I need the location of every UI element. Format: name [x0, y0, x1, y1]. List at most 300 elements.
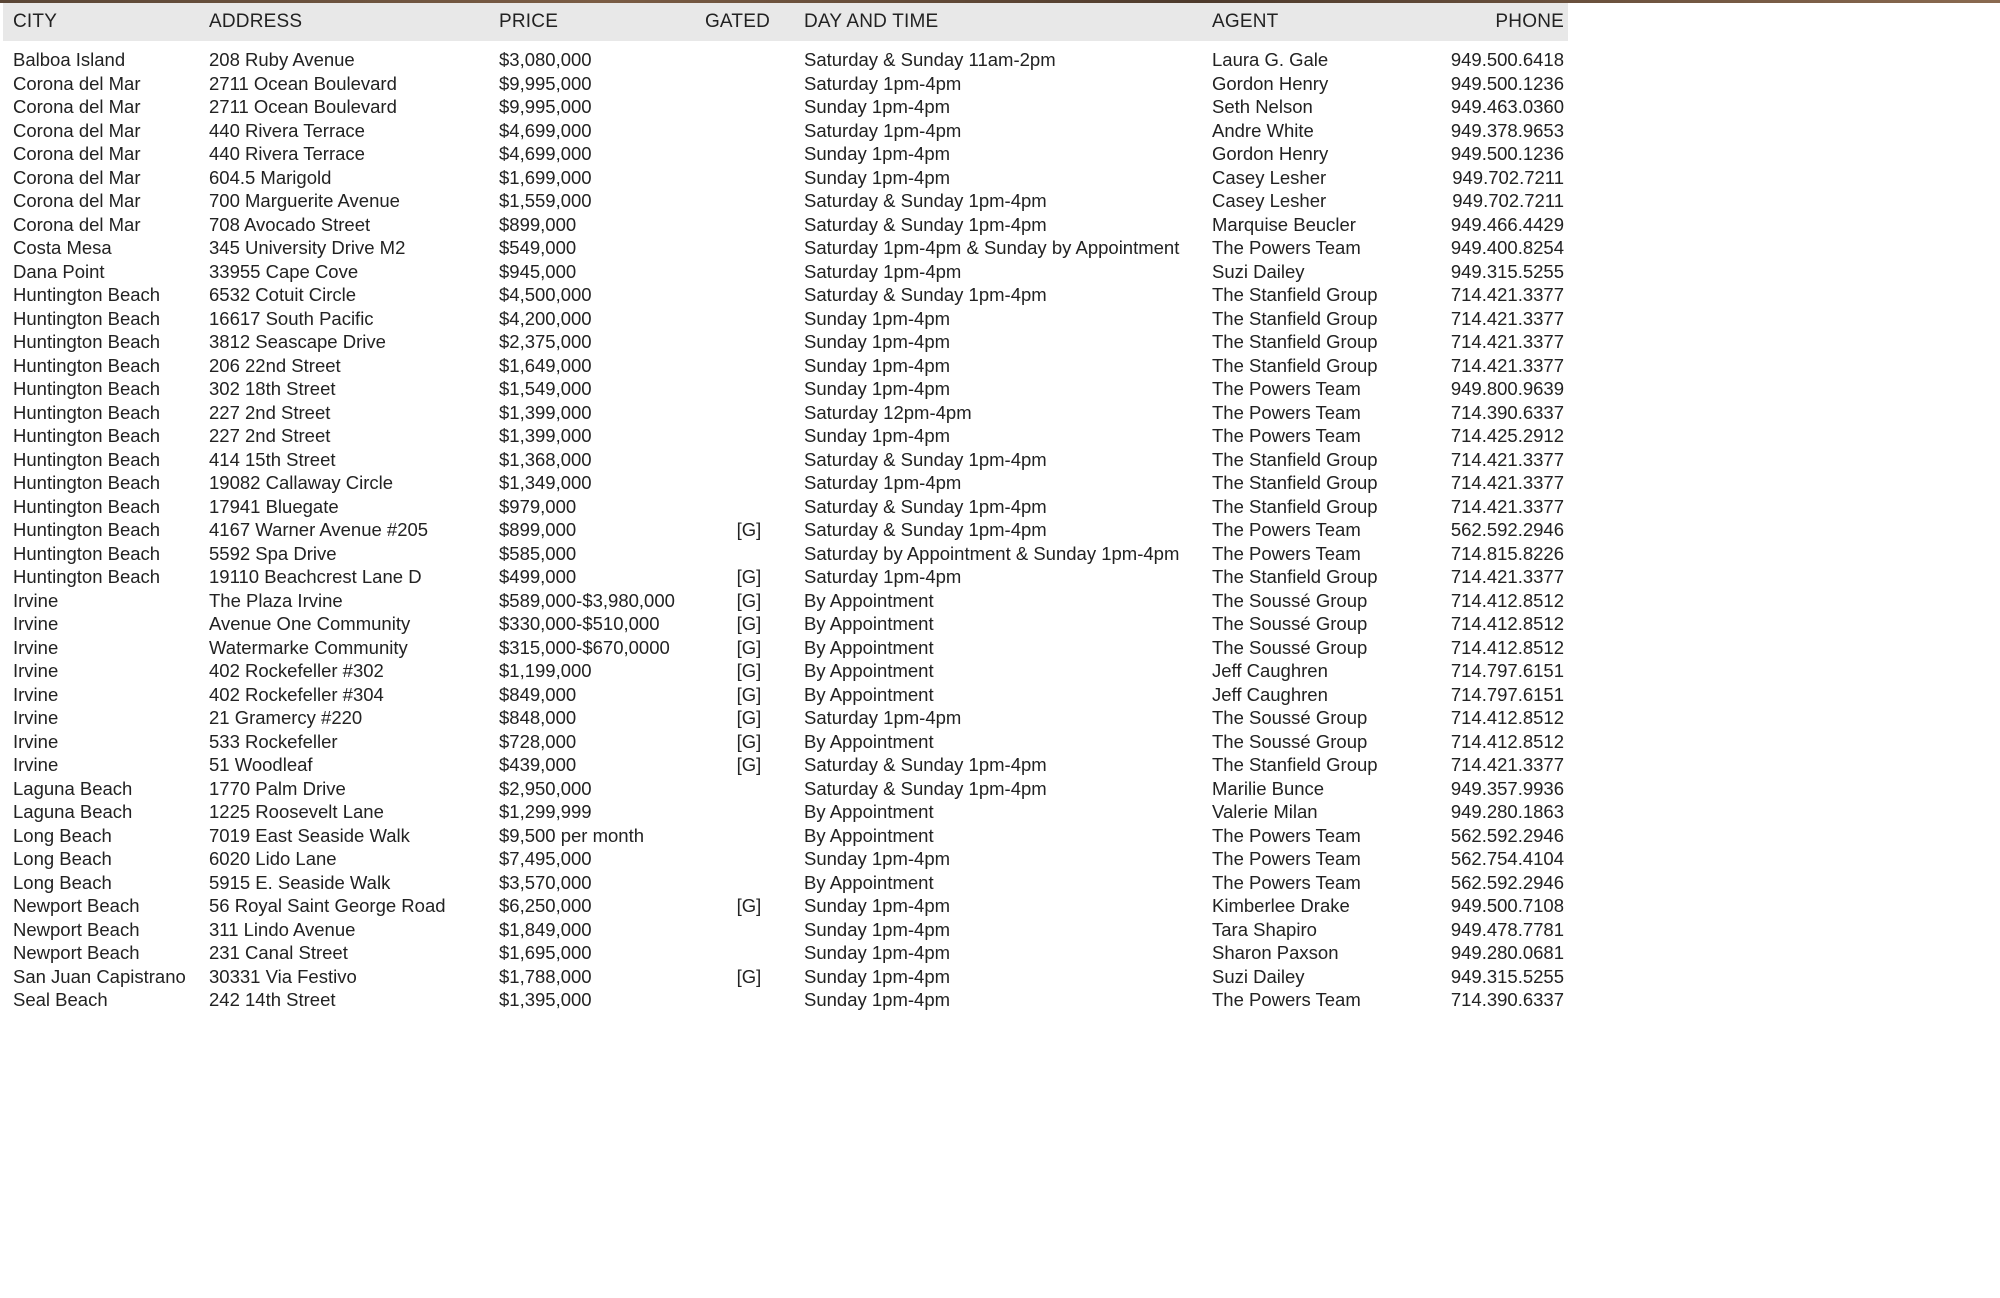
cell-day-and-time: Sunday 1pm-4pm — [804, 989, 951, 1010]
cell-address: Avenue One Community — [209, 613, 411, 634]
cell-phone: 949.315.5255 — [1450, 260, 1564, 282]
column-header-city[interactable]: CITY — [13, 11, 58, 32]
cell-city: Costa Mesa — [13, 237, 112, 258]
cell-agent: Gordon Henry — [1212, 143, 1329, 164]
cell-city: Corona del Mar — [13, 213, 141, 235]
cell-agent: Kimberlee Drake — [1212, 895, 1350, 916]
cell-city: Irvine — [13, 730, 59, 752]
cell-city: Huntington Beach — [13, 425, 161, 446]
cell-phone: 714.815.8226 — [1450, 542, 1564, 564]
cell-address: 2711 Ocean Boulevard — [209, 96, 397, 117]
cell-agent: The Stanfield Group — [1212, 495, 1378, 517]
cell-city: Irvine — [13, 613, 59, 634]
cell-phone: 714.421.3377 — [1450, 284, 1564, 305]
cell-address: 440 Rivera Terrace — [209, 119, 365, 141]
table-row — [3, 72, 1568, 96]
cell-gated — [694, 377, 794, 401]
cell-day-and-time: Sunday 1pm-4pm — [804, 307, 951, 329]
cell-phone: 949.478.7781 — [1450, 918, 1564, 940]
cell-gated: [G] — [736, 636, 762, 658]
cell-price: $7,495,000 — [499, 848, 592, 869]
cell-gated: [G] — [736, 707, 762, 728]
cell-address: 231 Canal Street — [209, 942, 348, 963]
cell-day-and-time: By Appointment — [804, 660, 934, 681]
cell-price: $4,699,000 — [499, 119, 592, 141]
cell-agent: Laura G. Gale — [1212, 49, 1329, 70]
table-row — [3, 495, 1568, 519]
cell-phone: 949.463.0360 — [1450, 96, 1564, 117]
cell-address: 414 15th Street — [209, 448, 336, 470]
cell-agent: The Soussé Group — [1212, 707, 1368, 728]
table-row — [3, 142, 1568, 166]
cell-day-and-time: Sunday 1pm-4pm — [804, 918, 951, 940]
cell-gated — [694, 800, 794, 824]
cell-phone: 714.797.6151 — [1450, 660, 1564, 681]
cell-price: $9,995,000 — [499, 96, 592, 117]
cell-day-and-time: Saturday & Sunday 1pm-4pm — [804, 190, 1047, 211]
cell-city: Laguna Beach — [13, 777, 133, 799]
cell-gated — [694, 307, 794, 331]
cell-city: Newport Beach — [13, 942, 140, 963]
cell-city: Huntington Beach — [13, 331, 161, 352]
cell-day-and-time: By Appointment — [804, 636, 934, 658]
cell-city: Long Beach — [13, 824, 112, 846]
cell-day-and-time: By Appointment — [804, 613, 934, 634]
cell-address: 206 22nd Street — [209, 354, 341, 376]
cell-city: Huntington Beach — [13, 519, 161, 540]
cell-gated: [G] — [736, 730, 762, 752]
cell-phone: 714.421.3377 — [1450, 354, 1564, 376]
cell-gated — [694, 142, 794, 166]
cell-address: 227 2nd Street — [209, 425, 331, 446]
cell-price: $9,995,000 — [499, 72, 592, 94]
cell-day-and-time: Sunday 1pm-4pm — [804, 143, 951, 164]
cell-address: 17941 Bluegate — [209, 495, 339, 517]
cell-gated: [G] — [736, 965, 762, 987]
cell-price: $499,000 — [499, 566, 577, 587]
cell-phone: 949.280.1863 — [1450, 801, 1564, 822]
cell-city: Huntington Beach — [13, 307, 161, 329]
table-row — [3, 659, 1568, 683]
cell-day-and-time: Sunday 1pm-4pm — [804, 378, 951, 399]
column-header-agent[interactable]: AGENT — [1212, 11, 1279, 32]
cell-price: $439,000 — [499, 754, 577, 775]
cell-address: 56 Royal Saint George Road — [209, 895, 446, 916]
cell-address: 7019 East Seaside Walk — [209, 824, 410, 846]
cell-price: $2,375,000 — [499, 331, 592, 352]
cell-day-and-time: Saturday 1pm-4pm — [804, 566, 962, 587]
cell-phone: 714.797.6151 — [1450, 683, 1564, 705]
table-row — [3, 377, 1568, 401]
cell-phone: 949.500.1236 — [1450, 143, 1564, 164]
table-row — [3, 213, 1568, 237]
cell-price: $4,200,000 — [499, 307, 592, 329]
cell-agent: The Powers Team — [1212, 237, 1361, 258]
cell-address: 440 Rivera Terrace — [209, 143, 365, 164]
cell-day-and-time: Saturday 1pm-4pm — [804, 707, 962, 728]
cell-agent: The Stanfield Group — [1212, 448, 1378, 470]
cell-gated — [694, 988, 794, 1012]
cell-phone: 714.421.3377 — [1450, 566, 1564, 587]
table-row — [3, 518, 1568, 542]
cell-phone: 714.390.6337 — [1450, 401, 1564, 423]
cell-phone: 714.412.8512 — [1450, 730, 1564, 752]
table-row — [3, 448, 1568, 472]
cell-price: $1,299,999 — [499, 801, 592, 822]
table-row — [3, 166, 1568, 190]
cell-city: Dana Point — [13, 260, 105, 282]
cell-phone: 949.400.8254 — [1450, 237, 1564, 258]
cell-agent: The Powers Team — [1212, 848, 1361, 869]
cell-day-and-time: By Appointment — [804, 730, 934, 752]
cell-day-and-time: Saturday & Sunday 1pm-4pm — [804, 754, 1047, 775]
cell-agent: Valerie Milan — [1212, 801, 1318, 822]
column-header-gated[interactable]: GATED — [704, 11, 770, 32]
cell-price: $728,000 — [499, 730, 577, 752]
cell-day-and-time: Saturday & Sunday 11am-2pm — [804, 49, 1056, 70]
cell-day-and-time: Saturday & Sunday 1pm-4pm — [804, 213, 1047, 235]
cell-city: Newport Beach — [13, 895, 140, 916]
cell-gated: [G] — [736, 683, 762, 705]
cell-address: 1770 Palm Drive — [209, 777, 346, 799]
cell-phone: 714.421.3377 — [1450, 331, 1564, 352]
cell-city: Huntington Beach — [13, 354, 161, 376]
cell-day-and-time: Saturday 1pm-4pm — [804, 72, 962, 94]
page-background — [0, 1018, 2000, 1298]
cell-gated — [694, 95, 794, 119]
cell-city: Huntington Beach — [13, 472, 161, 493]
cell-address: 21 Gramercy #220 — [209, 707, 363, 728]
cell-day-and-time: Sunday 1pm-4pm — [804, 425, 951, 446]
cell-price: $1,399,000 — [499, 425, 592, 446]
cell-city: Laguna Beach — [13, 801, 133, 822]
cell-address: 302 18th Street — [209, 378, 336, 399]
cell-city: Irvine — [13, 754, 59, 775]
cell-phone: 949.500.1236 — [1450, 72, 1564, 94]
cell-phone: 562.754.4104 — [1450, 848, 1564, 869]
cell-address: 19082 Callaway Circle — [209, 472, 394, 493]
cell-gated — [694, 119, 794, 143]
cell-city: Irvine — [13, 636, 59, 658]
table-row — [3, 354, 1568, 378]
cell-phone: 562.592.2946 — [1450, 519, 1564, 540]
column-header-address[interactable]: ADDRESS — [209, 11, 303, 32]
table-row — [3, 589, 1568, 613]
cell-price: $1,695,000 — [499, 942, 592, 963]
cell-price: $1,349,000 — [499, 472, 592, 493]
cell-phone: 949.280.0681 — [1450, 942, 1564, 963]
cell-agent: The Stanfield Group — [1212, 566, 1378, 587]
cell-day-and-time: Sunday 1pm-4pm — [804, 942, 951, 963]
cell-gated — [694, 213, 794, 237]
cell-agent: The Powers Team — [1212, 824, 1361, 846]
cell-agent: Jeff Caughren — [1212, 683, 1328, 705]
cell-address: 242 14th Street — [209, 989, 336, 1010]
cell-day-and-time: Sunday 1pm-4pm — [804, 166, 951, 188]
table-row — [3, 283, 1568, 307]
cell-city: San Juan Capistrano — [13, 965, 186, 987]
cell-price: $1,699,000 — [499, 166, 592, 188]
cell-agent: The Stanfield Group — [1212, 307, 1378, 329]
cell-gated: [G] — [736, 754, 762, 775]
table-row — [3, 800, 1568, 824]
cell-city: Corona del Mar — [13, 72, 141, 94]
cell-agent: Seth Nelson — [1212, 96, 1313, 117]
table-row — [3, 918, 1568, 942]
table-body — [3, 41, 1568, 1012]
table-row — [3, 542, 1568, 566]
cell-day-and-time: Sunday 1pm-4pm — [804, 96, 951, 117]
cell-price: $4,500,000 — [499, 284, 592, 305]
cell-agent: The Stanfield Group — [1212, 754, 1378, 775]
cell-city: Corona del Mar — [13, 190, 141, 211]
cell-gated — [694, 495, 794, 519]
cell-day-and-time: By Appointment — [804, 683, 934, 705]
cell-phone: 714.412.8512 — [1450, 636, 1564, 658]
cell-gated — [694, 824, 794, 848]
cell-gated: [G] — [736, 566, 762, 587]
cell-day-and-time: By Appointment — [804, 871, 934, 893]
cell-address: 19110 Beachcrest Lane D — [209, 566, 422, 587]
cell-agent: The Soussé Group — [1212, 613, 1368, 634]
cell-phone: 949.702.7211 — [1452, 190, 1564, 211]
cell-phone: 714.390.6337 — [1450, 989, 1564, 1010]
table-row — [3, 330, 1568, 354]
cell-phone: 714.412.8512 — [1450, 589, 1564, 611]
column-header-phone[interactable]: PHONE — [1495, 11, 1564, 32]
cell-city: Huntington Beach — [13, 284, 161, 305]
cell-city: Huntington Beach — [13, 566, 161, 587]
cell-gated — [694, 871, 794, 895]
cell-city: Newport Beach — [13, 918, 140, 940]
table-row — [3, 565, 1568, 589]
cell-gated: [G] — [736, 589, 762, 611]
cell-gated — [694, 260, 794, 284]
cell-city: Corona del Mar — [13, 96, 141, 117]
table-row — [3, 988, 1568, 1012]
cell-agent: The Soussé Group — [1212, 636, 1368, 658]
table-row — [3, 941, 1568, 965]
cell-city: Seal Beach — [13, 989, 108, 1010]
cell-gated — [694, 941, 794, 965]
cell-gated — [694, 283, 794, 307]
table-row — [3, 777, 1568, 801]
cell-price: $1,549,000 — [499, 378, 592, 399]
cell-agent: Marilie Bunce — [1212, 777, 1325, 799]
cell-price: $9,500 per month — [499, 824, 645, 846]
cell-address: 208 Ruby Avenue — [209, 49, 355, 70]
cell-city: Huntington Beach — [13, 401, 161, 423]
cell-gated — [694, 777, 794, 801]
cell-phone: 714.412.8512 — [1450, 707, 1564, 728]
cell-city: Balboa Island — [13, 49, 126, 70]
cell-phone: 949.378.9653 — [1450, 119, 1564, 141]
cell-phone: 714.421.3377 — [1450, 472, 1564, 493]
cell-day-and-time: Saturday & Sunday 1pm-4pm — [804, 284, 1047, 305]
cell-agent: Suzi Dailey — [1212, 260, 1305, 282]
cell-city: Long Beach — [13, 871, 112, 893]
cell-phone: 949.466.4429 — [1450, 213, 1564, 235]
cell-day-and-time: Saturday 1pm-4pm & Sunday by Appointment — [804, 237, 1180, 258]
cell-day-and-time: By Appointment — [804, 589, 934, 611]
cell-agent: The Powers Team — [1212, 989, 1361, 1010]
cell-day-and-time: Sunday 1pm-4pm — [804, 965, 951, 987]
cell-agent: The Powers Team — [1212, 378, 1361, 399]
cell-day-and-time: Saturday & Sunday 1pm-4pm — [804, 519, 1047, 540]
cell-price: $1,395,000 — [499, 989, 592, 1010]
cell-address: 2711 Ocean Boulevard — [209, 72, 397, 94]
cell-address: 402 Rockefeller #302 — [209, 660, 384, 681]
cell-gated — [694, 189, 794, 213]
table-row — [3, 706, 1568, 730]
cell-price: $899,000 — [499, 519, 577, 540]
table-row — [3, 95, 1568, 119]
table-row — [3, 612, 1568, 636]
cell-city: Huntington Beach — [13, 542, 161, 564]
cell-day-and-time: Sunday 1pm-4pm — [804, 848, 951, 869]
cell-phone: 949.500.7108 — [1450, 895, 1564, 916]
cell-agent: The Powers Team — [1212, 401, 1361, 423]
cell-price: $6,250,000 — [499, 895, 592, 916]
cell-price: $315,000-$670,0000 — [499, 636, 670, 658]
cell-gated — [694, 847, 794, 871]
cell-city: Long Beach — [13, 848, 112, 869]
cell-agent: The Powers Team — [1212, 425, 1361, 446]
cell-day-and-time: Saturday 1pm-4pm — [804, 472, 962, 493]
column-header-day-and-time[interactable]: DAY AND TIME — [804, 11, 939, 32]
cell-phone: 562.592.2946 — [1450, 824, 1564, 846]
cell-price: $3,570,000 — [499, 871, 592, 893]
cell-address: 227 2nd Street — [209, 401, 331, 423]
cell-address: 5592 Spa Drive — [209, 542, 337, 564]
cell-agent: Jeff Caughren — [1212, 660, 1328, 681]
cell-day-and-time: By Appointment — [804, 824, 934, 846]
table-row — [3, 730, 1568, 754]
table-row — [3, 965, 1568, 989]
cell-address: 708 Avocado Street — [209, 213, 371, 235]
cell-address: 1225 Roosevelt Lane — [209, 801, 384, 822]
cell-price: $4,699,000 — [499, 143, 592, 164]
table-row — [3, 683, 1568, 707]
table-row — [3, 41, 1568, 72]
cell-day-and-time: Saturday 12pm-4pm — [804, 401, 972, 423]
cell-address: 700 Marguerite Avenue — [209, 190, 400, 211]
table-row — [3, 894, 1568, 918]
cell-agent: The Stanfield Group — [1212, 331, 1378, 352]
cell-phone: 714.421.3377 — [1450, 448, 1564, 470]
cell-phone: 949.357.9936 — [1450, 777, 1564, 799]
cell-agent: The Stanfield Group — [1212, 354, 1378, 376]
cell-phone: 714.425.2912 — [1450, 425, 1564, 446]
cell-phone: 949.800.9639 — [1450, 378, 1564, 399]
cell-address: 533 Rockefeller — [209, 730, 338, 752]
table-header — [3, 3, 1568, 41]
cell-phone: 949.702.7211 — [1452, 166, 1564, 188]
table-row — [3, 847, 1568, 871]
cell-agent: Suzi Dailey — [1212, 965, 1305, 987]
cell-gated — [694, 72, 794, 96]
cell-agent: Marquise Beucler — [1212, 213, 1356, 235]
cell-gated — [694, 448, 794, 472]
cell-price: $1,649,000 — [499, 354, 592, 376]
table-row — [3, 260, 1568, 284]
cell-agent: Casey Lesher — [1212, 166, 1327, 188]
cell-agent: The Stanfield Group — [1212, 284, 1378, 305]
cell-phone: 714.421.3377 — [1450, 307, 1564, 329]
cell-price: $945,000 — [499, 260, 577, 282]
table-row — [3, 401, 1568, 425]
cell-address: 4167 Warner Avenue #205 — [209, 519, 429, 540]
cell-address: 5915 E. Seaside Walk — [209, 871, 391, 893]
cell-price: $1,199,000 — [499, 660, 592, 681]
cell-gated — [694, 401, 794, 425]
cell-city: Irvine — [13, 660, 59, 681]
cell-city: Corona del Mar — [13, 143, 141, 164]
cell-address: 311 Lindo Avenue — [209, 918, 356, 940]
cell-gated: [G] — [736, 895, 762, 916]
cell-day-and-time: By Appointment — [804, 801, 934, 822]
cell-gated — [694, 236, 794, 260]
cell-city: Irvine — [13, 589, 59, 611]
cell-agent: Sharon Paxson — [1212, 942, 1339, 963]
cell-address: 33955 Cape Cove — [209, 260, 359, 282]
open-house-table — [3, 3, 1568, 1012]
cell-gated — [694, 41, 794, 72]
cell-phone: 714.412.8512 — [1450, 613, 1564, 634]
cell-price: $330,000-$510,000 — [499, 613, 660, 634]
cell-price: $899,000 — [499, 213, 577, 235]
cell-price: $585,000 — [499, 542, 577, 564]
cell-gated — [694, 918, 794, 942]
cell-agent: Tara Shapiro — [1212, 918, 1317, 940]
cell-address: 6532 Cotuit Circle — [209, 284, 357, 305]
table-row — [3, 753, 1568, 777]
cell-address: 6020 Lido Lane — [209, 848, 337, 869]
cell-phone: 949.500.6418 — [1450, 49, 1564, 70]
cell-price: $849,000 — [499, 683, 577, 705]
cell-price: $848,000 — [499, 707, 577, 728]
cell-phone: 949.315.5255 — [1450, 965, 1564, 987]
cell-day-and-time: Sunday 1pm-4pm — [804, 331, 951, 352]
cell-city: Corona del Mar — [13, 119, 141, 141]
cell-gated — [694, 354, 794, 378]
cell-price: $1,849,000 — [499, 918, 592, 940]
cell-day-and-time: Saturday & Sunday 1pm-4pm — [804, 495, 1047, 517]
cell-phone: 714.421.3377 — [1450, 754, 1564, 775]
cell-gated: [G] — [736, 519, 762, 540]
table-row — [3, 871, 1568, 895]
cell-price: $1,788,000 — [499, 965, 592, 987]
cell-agent: The Soussé Group — [1212, 589, 1368, 611]
cell-city: Huntington Beach — [13, 378, 161, 399]
table-row — [3, 636, 1568, 660]
cell-city: Huntington Beach — [13, 448, 161, 470]
column-header-price[interactable]: PRICE — [499, 11, 559, 32]
cell-price: $1,368,000 — [499, 448, 592, 470]
cell-price: $3,080,000 — [499, 49, 592, 70]
cell-address: Watermarke Community — [209, 636, 408, 658]
cell-price: $1,559,000 — [499, 190, 592, 211]
cell-gated — [694, 330, 794, 354]
header-row — [3, 3, 1568, 41]
cell-agent: Casey Lesher — [1212, 190, 1327, 211]
cell-city: Huntington Beach — [13, 495, 161, 517]
cell-agent: The Powers Team — [1212, 519, 1361, 540]
cell-agent: Gordon Henry — [1212, 72, 1329, 94]
cell-day-and-time: Saturday 1pm-4pm — [804, 119, 962, 141]
cell-day-and-time: Saturday 1pm-4pm — [804, 260, 962, 282]
cell-gated: [G] — [736, 660, 762, 681]
